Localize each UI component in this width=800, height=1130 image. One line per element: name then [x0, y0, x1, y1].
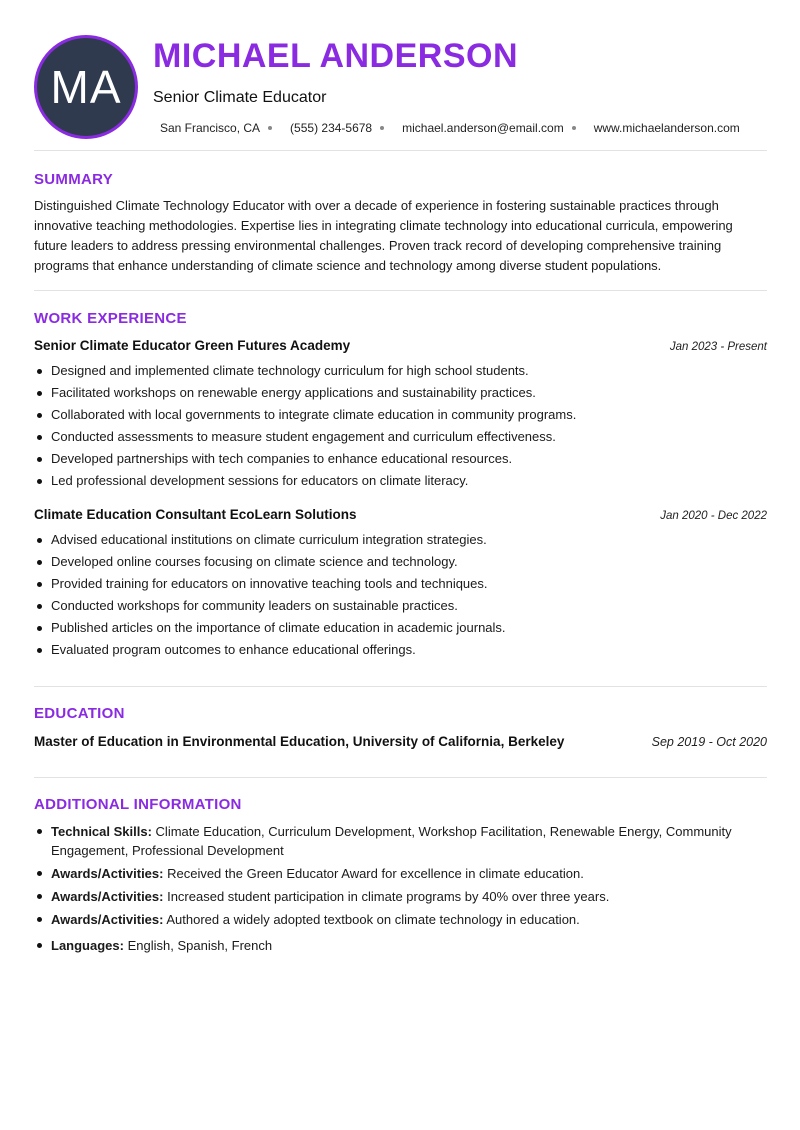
info-text: Received the Green Educator Award for excellence in climate education. — [167, 866, 584, 881]
education-heading: EDUCATION — [34, 705, 125, 722]
job-bullets — [34, 529, 767, 661]
avatar — [34, 35, 138, 139]
info-label: Awards/Activities: — [51, 912, 164, 927]
education-degree: Master of Education in Environmental Education, University of California, Berkeley — [34, 734, 565, 749]
info-label: Technical Skills: — [51, 824, 152, 839]
avatar-initials: MA — [50, 61, 122, 113]
contact-location: San Francisco, CA — [160, 121, 261, 135]
job-title: Climate Education Consultant EcoLearn Solutions — [34, 507, 357, 522]
list-item: Provided training for educators on innovative teaching tools and techniques. — [34, 573, 767, 595]
job-bullets — [34, 360, 767, 492]
list-item — [34, 864, 767, 883]
contact-phone: (555) 234-5678 — [290, 121, 373, 135]
info-label: Languages: — [51, 938, 124, 953]
additional-info-list — [34, 822, 767, 959]
list-item: Collaborated with local governments to integrate climate education in community programs. — [34, 404, 767, 426]
separator-dot — [572, 126, 576, 130]
job-title: Senior Climate Educator Green Futures Academy — [34, 338, 351, 353]
list-item: Published articles on the importance of climate education in academic journals. — [34, 617, 767, 639]
list-item — [34, 887, 767, 906]
job-header — [34, 338, 767, 353]
separator-dot — [268, 126, 272, 130]
divider — [34, 150, 767, 151]
info-text: Authored a widely adopted textbook on climate technology in education. — [166, 912, 580, 927]
list-item: Advised educational institutions on climate curriculum integration strategies. — [34, 529, 767, 551]
candidate-name: MICHAEL ANDERSON — [153, 37, 519, 75]
list-item: Conducted workshops for community leaders on sustainable practices. — [34, 595, 767, 617]
list-item: Designed and implemented climate technology curriculum for high school students. — [34, 360, 767, 382]
list-item: Facilitated workshops on renewable energy applications and sustainability practices. — [34, 382, 767, 404]
info-label: Awards/Activities: — [51, 866, 164, 881]
list-item — [34, 822, 767, 860]
summary-text: Distinguished Climate Technology Educator with over a decade of experience in fostering sustainable practices through innovative teaching methodologies. Expertise lies in integrating climate technology into educational curricula, empowering future leaders to address pressing environmental challenges. Proven track record of developing comprehensive training programs that enhance understanding of climate science and technology among diverse student populations. — [34, 198, 733, 273]
list-item: Developed partnerships with tech companies to enhance educational resources. — [34, 448, 767, 470]
education-entry — [34, 734, 767, 749]
list-item — [34, 936, 767, 955]
separator-dot — [380, 126, 384, 130]
info-text: English, Spanish, French — [127, 938, 273, 953]
job-dates: Jan 2023 - Present — [669, 341, 767, 353]
list-item: Led professional development sessions for educators on climate literacy. — [34, 470, 767, 492]
work-experience-heading: WORK EXPERIENCE — [34, 310, 187, 327]
info-text: Increased student participation in climate programs by 40% over three years. — [167, 889, 610, 904]
job-header — [34, 507, 767, 522]
contact-info — [160, 121, 740, 135]
list-item: Developed online courses focusing on climate science and technology. — [34, 551, 767, 573]
candidate-title: Senior Climate Educator — [153, 89, 327, 106]
divider — [34, 290, 767, 291]
list-item — [34, 910, 767, 929]
job-dates: Jan 2020 - Dec 2022 — [660, 510, 767, 522]
divider — [34, 777, 767, 778]
divider — [34, 686, 767, 687]
list-item: Evaluated program outcomes to enhance educational offerings. — [34, 639, 767, 661]
list-item: Conducted assessments to measure student engagement and curriculum effectiveness. — [34, 426, 767, 448]
contact-email[interactable]: michael.anderson@email.com — [402, 121, 564, 135]
education-dates: Sep 2019 - Oct 2020 — [651, 735, 767, 749]
summary-heading: SUMMARY — [34, 171, 114, 188]
contact-website[interactable]: www.michaelanderson.com — [593, 121, 740, 135]
info-label: Awards/Activities: — [51, 889, 164, 904]
info-text: Climate Education, Curriculum Development, Workshop Facilitation, Renewable Energy, Community Engagement, Professional Development — [51, 824, 732, 858]
additional-information-heading: ADDITIONAL INFORMATION — [34, 796, 242, 813]
